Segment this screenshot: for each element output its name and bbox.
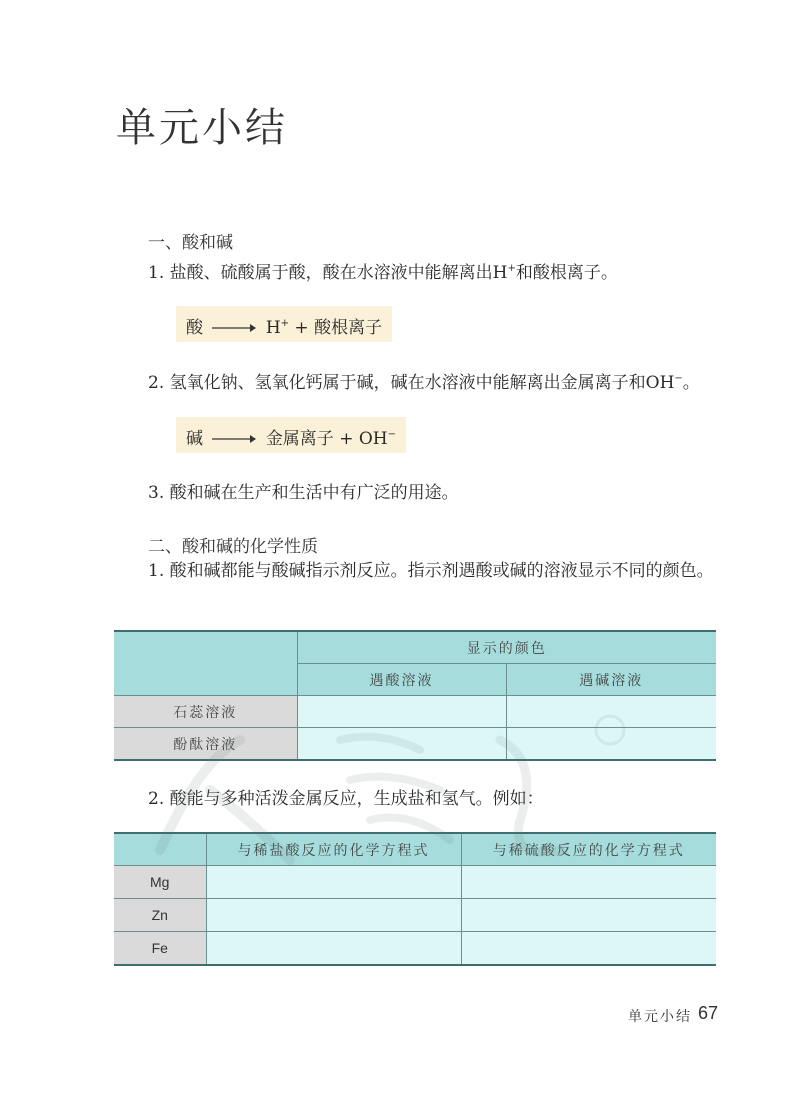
formula-left: 碱 [186, 429, 203, 449]
footer-label: 单元小结 [628, 1009, 692, 1025]
metal-reaction-table [114, 832, 716, 966]
item-number: 1. [148, 561, 165, 581]
arrow-icon [212, 310, 256, 346]
item-text: 酸能与多种活泼金属反应，生成盐和氢气。例如： [169, 789, 544, 809]
table-cell [461, 866, 716, 899]
table-cell [206, 866, 461, 899]
paragraph-5 [148, 784, 544, 809]
table-row [114, 866, 716, 899]
table-cell [206, 932, 461, 966]
table-row-label: Mg [114, 866, 206, 899]
table-corner [114, 833, 206, 866]
table-cell [506, 728, 716, 761]
superscript: + [280, 318, 290, 329]
item-text: 和酸根离子。 [515, 263, 618, 283]
table-row [114, 899, 716, 932]
table-cell [206, 899, 461, 932]
indicator-color-table [114, 630, 716, 761]
table-cell [461, 899, 716, 932]
table-col-header: 与稀硫酸反应的化学方程式 [461, 833, 716, 866]
table-row-label: 酚酞溶液 [114, 728, 297, 761]
table-cell [297, 696, 506, 728]
section-heading-acids-bases: 一、酸和碱 [148, 233, 233, 253]
item-text: 酸和碱在生产和生活中有广泛的用途。 [169, 483, 459, 503]
item-number: 1. [148, 263, 165, 283]
table-col-header: 与稀盐酸反应的化学方程式 [206, 833, 461, 866]
paragraph-2 [148, 368, 700, 393]
table-row-label: Fe [114, 932, 206, 966]
table-cell [506, 696, 716, 728]
superscript: − [674, 373, 683, 384]
paragraph-1 [148, 258, 618, 283]
formula-base [176, 417, 406, 453]
item-number: 3. [148, 483, 165, 503]
superscript: − [387, 429, 397, 440]
page-number: 67 [698, 1003, 719, 1023]
formula-right: H [265, 318, 281, 338]
formula-right: 金属离子 + OH [265, 429, 388, 449]
item-text: 酸和碱都能与酸碱指示剂反应。指示剂遇酸或碱的溶液显示不同的颜色。 [169, 561, 714, 581]
formula-right-tail: + 酸根离子 [289, 318, 383, 338]
item-text: 。 [682, 373, 700, 393]
superscript: + [507, 263, 516, 274]
table-row [114, 932, 716, 966]
formula-acid [176, 306, 392, 342]
page-title: 单元小结 [116, 105, 288, 151]
table-col-header: 遇碱溶液 [506, 664, 716, 696]
formula-left: 酸 [186, 318, 203, 338]
item-text: 氢氧化钠、氢氧化钙属于碱，碱在水溶液中能解离出金属离子和OH [169, 373, 675, 393]
table-row [114, 696, 716, 728]
section-heading-chemical-properties: 二、酸和碱的化学性质 [148, 537, 318, 557]
table-col-header: 遇酸溶液 [297, 664, 506, 696]
item-number: 2. [148, 373, 165, 393]
paragraph-3 [148, 478, 459, 503]
table-group-header: 显示的颜色 [297, 631, 716, 664]
table-cell [461, 932, 716, 966]
paragraph-4 [116, 556, 716, 586]
arrow-icon [212, 421, 256, 457]
item-number: 2. [148, 789, 165, 809]
table-row [114, 728, 716, 761]
table-cell [297, 728, 506, 761]
table-row-label: 石蕊溶液 [114, 696, 297, 728]
table-corner [114, 631, 297, 696]
item-text: 盐酸、硫酸属于酸，酸在水溶液中能解离出H [169, 263, 508, 283]
table-row-label: Zn [114, 899, 206, 932]
